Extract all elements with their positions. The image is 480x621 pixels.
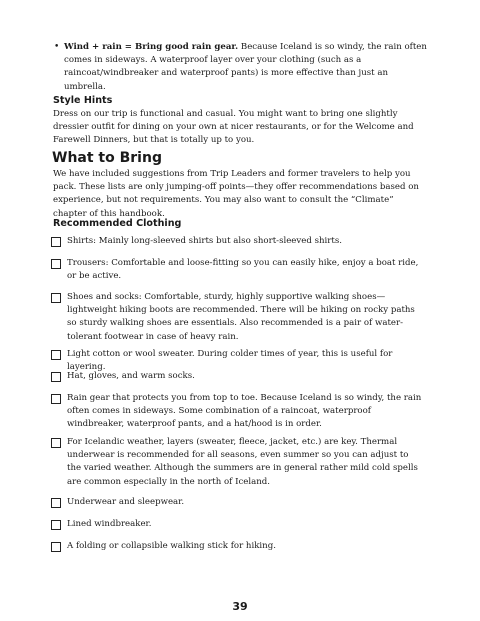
checklist-item xyxy=(65,540,425,553)
style-hints-body: Dress on our trip is functional and casual. You might want to bring one slightly dressier outfit for dining on your own at nicer restaurants, or for the Welcome and Farewell Dinners, but that is totally up to you. xyxy=(53,109,414,146)
checklist-item-label: For Icelandic weather, layers (sweater, fleece, jacket, etc.) are key. Thermal underwear is recommended for all seasons, even summer so you can adjust to the varied weather. Although the summers are in general rather mild cold spells are common especially in the north of Iceland. xyxy=(67,437,418,487)
checklist-item-label: Shoes and socks: Comfortable, sturdy, highly supportive walking shoes—lightweight hiking boots are recommended. There will be hiking on rocky paths so sturdy walking shoes are essentials. Also recommended is a pair of water-tolerant footwear in case of heavy rain. xyxy=(67,292,415,342)
what-to-bring-heading: What to Bring xyxy=(52,150,162,166)
checklist-item xyxy=(65,518,425,531)
rain-gear-bullet xyxy=(54,41,428,94)
style-hints-heading: Style Hints xyxy=(53,95,113,106)
checklist-item xyxy=(65,392,425,432)
checklist-item-label: Rain gear that protects you from top to toe. Because Iceland is so windy, the rain often comes in sideways. Some combination of a raincoat, waterproof windbreaker, waterproof pants, and a hat/hood is in order. xyxy=(67,393,422,430)
bullet-dot-icon: • xyxy=(54,42,60,52)
checklist-item xyxy=(65,436,425,489)
checklist-item-label: Lined windbreaker. xyxy=(67,519,152,529)
checkbox-icon[interactable] xyxy=(51,372,61,382)
checklist-item-label: Hat, gloves, and warm socks. xyxy=(67,371,195,381)
checklist-item xyxy=(65,235,425,248)
checkbox-icon[interactable] xyxy=(51,237,61,247)
checklist-item-label: Light cotton or wool sweater. During colder times of year, this is useful for layering. xyxy=(67,349,393,373)
recommended-clothing-heading: Recommended Clothing xyxy=(53,218,182,229)
checklist-item xyxy=(65,496,425,509)
checkbox-icon[interactable] xyxy=(51,542,61,552)
checklist-item-label: A folding or collapsible walking stick for hiking. xyxy=(67,541,276,551)
checklist-item xyxy=(65,370,425,383)
checklist-item-label: Trousers: Comfortable and loose-fitting so you can easily hike, enjoy a boat ride, or be active. xyxy=(67,258,419,282)
checkbox-icon[interactable] xyxy=(51,293,61,303)
checkbox-icon[interactable] xyxy=(51,394,61,404)
checklist-item xyxy=(65,291,425,344)
checklist-item-label: Shirts: Mainly long-sleeved shirts but also short-sleeved shirts. xyxy=(67,236,342,246)
page-number: 39 xyxy=(232,600,248,613)
checkbox-icon[interactable] xyxy=(51,259,61,269)
checkbox-icon[interactable] xyxy=(51,498,61,508)
what-to-bring-body: We have included suggestions from Trip Leaders and former travelers to help you pack. These lists are only jumping-off points—they offer recommendations based on experience, but not requirements. You may also want to consult the “Climate” chapter of this handbook. xyxy=(53,169,419,219)
checkbox-icon[interactable] xyxy=(51,520,61,530)
bullet-text: Because Iceland is so windy, the rain often comes in sideways. A waterproof layer over your clothing (such as a raincoat/windbreaker and waterproof pants) is more effective than just an umbrella. xyxy=(64,42,427,92)
checkbox-icon[interactable] xyxy=(51,350,61,360)
checklist-item xyxy=(65,257,425,283)
bullet-lead: Wind + rain = Bring good rain gear. xyxy=(64,42,239,52)
checkbox-icon[interactable] xyxy=(51,438,61,448)
checklist-item-label: Underwear and sleepwear. xyxy=(67,497,185,507)
